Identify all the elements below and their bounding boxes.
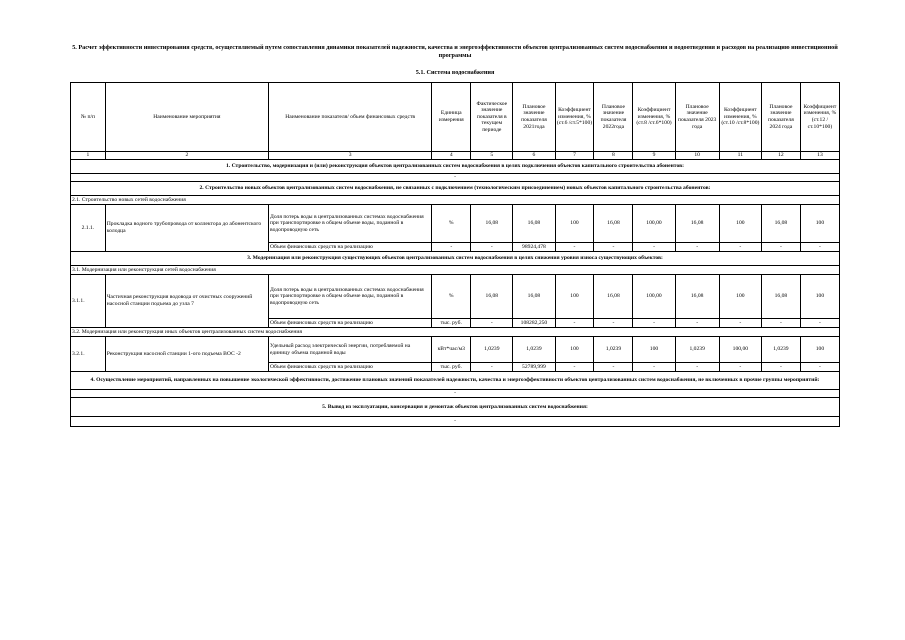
value-cell: - bbox=[633, 363, 675, 372]
empty-dash: - bbox=[71, 174, 840, 182]
indicator-name: Доля потерь воды в централизованных системах водоснабжения при транспортировке в общем объеме воды, поданной в водопроводную сеть bbox=[269, 275, 432, 319]
column-number: 12 bbox=[761, 152, 800, 160]
value-cell: - bbox=[719, 363, 761, 372]
document bbox=[70, 44, 840, 427]
value-cell: 16,08 bbox=[675, 205, 719, 243]
column-number: 6 bbox=[513, 152, 555, 160]
indicator-name: Удельный расход электрической энергии, потребляемой на единицу объема поданной воды bbox=[269, 337, 432, 363]
value-cell: 16,08 bbox=[761, 275, 800, 319]
value-cell: - bbox=[719, 319, 761, 328]
value-cell: - bbox=[594, 243, 633, 252]
section-heading: 1. Строительство, модернизация и (или) реконструкция объектов централизованных систем водоснабжения в целях подключения объектов капитального строительства абонентов: bbox=[71, 160, 840, 174]
column-number-row bbox=[71, 152, 840, 160]
value-cell: 98924,478 bbox=[513, 243, 555, 252]
value-cell: 1,0239 bbox=[761, 337, 800, 363]
value-cell: - bbox=[633, 243, 675, 252]
column-number: 5 bbox=[471, 152, 513, 160]
indicator-name: Объем финансовых средств на реализацию bbox=[269, 243, 432, 252]
section-1-empty-row bbox=[71, 174, 840, 182]
row-number: 3.2.1. bbox=[71, 337, 106, 372]
subsection-heading: 3.1. Модернизация или реконструкция сетей водоснабжения bbox=[71, 266, 840, 275]
value-cell: 16,08 bbox=[761, 205, 800, 243]
value-cell: 16,08 bbox=[675, 275, 719, 319]
value-cell: - bbox=[594, 363, 633, 372]
table-row bbox=[71, 205, 840, 243]
value-cell: - bbox=[555, 363, 594, 372]
value-cell: 108282,250 bbox=[513, 319, 555, 328]
section-3-row bbox=[71, 252, 840, 266]
value-cell: 16,08 bbox=[471, 275, 513, 319]
value-cell: - bbox=[471, 363, 513, 372]
column-number: 3 bbox=[269, 152, 432, 160]
empty-dash: - bbox=[71, 417, 840, 427]
unit: % bbox=[432, 205, 471, 243]
section-heading: 4. Осуществление мероприятий, направленных на повышение экологической эффективности, достижение плановых значений показателей надежности, качества и энергоэффективности объектов централизованных систем водоснабжения, не включенных в прочие группы мероприятий: bbox=[71, 372, 840, 390]
value-cell: 100,00 bbox=[633, 205, 675, 243]
value-cell: - bbox=[800, 243, 839, 252]
value-cell: 100 bbox=[719, 205, 761, 243]
document-subtitle: 5.1. Система водоснабжения bbox=[415, 69, 495, 76]
indicator-name: Доля потерь воды в централизованных системах водоснабжения при транспортировке в общем объеме воды, поданной в водопроводную сеть bbox=[269, 205, 432, 243]
header-cell: Коэффициент изменения, % (ст.10 /ст.8*100) bbox=[719, 83, 761, 152]
value-cell: 16,08 bbox=[471, 205, 513, 243]
section-5-empty-row bbox=[71, 417, 840, 427]
value-cell: 16,08 bbox=[513, 275, 555, 319]
value-cell: 16,08 bbox=[513, 205, 555, 243]
section-4-row bbox=[71, 372, 840, 390]
column-number: 2 bbox=[105, 152, 268, 160]
column-number: 13 bbox=[800, 152, 839, 160]
value-cell: 100 bbox=[800, 337, 839, 363]
header-cell: № п/п bbox=[71, 83, 106, 152]
header-cell: Единица измерения bbox=[432, 83, 471, 152]
value-cell: - bbox=[471, 243, 513, 252]
unit: тыс. руб. bbox=[432, 319, 471, 328]
unit: % bbox=[432, 275, 471, 319]
table-row bbox=[71, 275, 840, 319]
value-cell: 100 bbox=[555, 337, 594, 363]
value-cell: - bbox=[594, 319, 633, 328]
value-cell: 100 bbox=[719, 275, 761, 319]
value-cell: 100,00 bbox=[719, 337, 761, 363]
subsection-2-1-row bbox=[71, 196, 840, 205]
value-cell: - bbox=[675, 363, 719, 372]
value-cell: 100 bbox=[800, 205, 839, 243]
unit: тыс. руб. bbox=[432, 363, 471, 372]
value-cell: 100 bbox=[555, 205, 594, 243]
subsection-3-1-row bbox=[71, 266, 840, 275]
value-cell: - bbox=[633, 319, 675, 328]
header-cell: Коэффициент изменения, % (ст.8 /ст.6*100) bbox=[633, 83, 675, 152]
column-number: 9 bbox=[633, 152, 675, 160]
subsection-heading: 3.2. Модернизация или реконструкция иных объектов централизованных систем водоснабжения bbox=[71, 328, 840, 337]
value-cell: 52789,999 bbox=[513, 363, 555, 372]
section-4-empty-row bbox=[71, 390, 840, 398]
header-cell: Плановое значение показателя 2022года bbox=[594, 83, 633, 152]
value-cell: - bbox=[719, 243, 761, 252]
value-cell: - bbox=[471, 319, 513, 328]
header-cell: Коэффициент изменения, % (ст.12 /ст.10*100) bbox=[800, 83, 839, 152]
measure-name: Реконструкция насосной станции 1-ого подъема ВОС -2 bbox=[105, 337, 268, 372]
value-cell: 1,0239 bbox=[471, 337, 513, 363]
value-cell: 1,0239 bbox=[594, 337, 633, 363]
value-cell: - bbox=[761, 243, 800, 252]
document-title: 5. Расчет эффективности инвестирования средств, осуществляемый путем сопоставления динамики показателей надежности, качества и энергоэффективности объектов централизованных систем водоснабжения и водоотведения и расходов на реализацию инвестиционной программы bbox=[72, 44, 838, 59]
section-2-row bbox=[71, 182, 840, 196]
value-cell: - bbox=[675, 243, 719, 252]
value-cell: - bbox=[555, 319, 594, 328]
header-cell: Коэффициент изменения, % (ст.6 /ст.5*100) bbox=[555, 83, 594, 152]
value-cell: 16,08 bbox=[594, 275, 633, 319]
efficiency-table bbox=[70, 82, 840, 427]
value-cell: - bbox=[761, 319, 800, 328]
column-number: 10 bbox=[675, 152, 719, 160]
value-cell: 1,0239 bbox=[513, 337, 555, 363]
value-cell: - bbox=[800, 363, 839, 372]
unit: - bbox=[432, 243, 471, 252]
row-number: 2.1.1. bbox=[71, 205, 106, 252]
subsection-3-2-row bbox=[71, 328, 840, 337]
header-cell: Плановое значение показателя 2024 года bbox=[761, 83, 800, 152]
value-cell: 100 bbox=[633, 337, 675, 363]
section-1-row bbox=[71, 160, 840, 174]
value-cell: - bbox=[800, 319, 839, 328]
header-cell: Плановое значение показателя 2023 года bbox=[675, 83, 719, 152]
value-cell: - bbox=[675, 319, 719, 328]
value-cell: 100,00 bbox=[633, 275, 675, 319]
value-cell: 100 bbox=[800, 275, 839, 319]
column-number: 8 bbox=[594, 152, 633, 160]
column-number: 7 bbox=[555, 152, 594, 160]
section-heading: 5. Вывод из эксплуатации, консервация и демонтаж объектов централизованных систем водоснабжения: bbox=[71, 398, 840, 417]
table-row bbox=[71, 337, 840, 363]
value-cell: 100 bbox=[555, 275, 594, 319]
value-cell: 16,08 bbox=[594, 205, 633, 243]
row-number: 3.1.1. bbox=[71, 275, 106, 328]
value-cell: - bbox=[761, 363, 800, 372]
column-number: 11 bbox=[719, 152, 761, 160]
empty-dash: - bbox=[71, 390, 840, 398]
measure-name: Прокладка водного трубопровода от коллектора до абонентского колодца bbox=[105, 205, 268, 252]
section-heading: 3. Модернизация или реконструкция существующих объектов централизованных систем водоснабжения в целях снижения уровня износа существующих объектов: bbox=[71, 252, 840, 266]
header-row bbox=[71, 83, 840, 152]
header-cell: Плановое значение показателя 2021года bbox=[513, 83, 555, 152]
section-heading: 2. Строительство новых объектов централизованных систем водоснабжения, не связанных с подключением (технологическим присоединением) новых объектов капитального строительства абонентов: bbox=[71, 182, 840, 196]
value-cell: - bbox=[555, 243, 594, 252]
unit: кВт*час/м3 bbox=[432, 337, 471, 363]
column-number: 1 bbox=[71, 152, 106, 160]
header-cell: Наименование показателя/ объем финансовых средств bbox=[269, 83, 432, 152]
indicator-name: Объем финансовых средств на реализацию bbox=[269, 363, 432, 372]
indicator-name: Объем финансовых средств на реализацию bbox=[269, 319, 432, 328]
column-number: 4 bbox=[432, 152, 471, 160]
value-cell: 1,0239 bbox=[675, 337, 719, 363]
measure-name: Частичная реконструкция водовода от очистных сооружений насосной станции подъема до узла 7 bbox=[105, 275, 268, 328]
section-5-row bbox=[71, 398, 840, 417]
subsection-heading: 2.1. Строительство новых сетей водоснабжения bbox=[71, 196, 840, 205]
header-cell: Фактическое значение показателя в текущем периоде bbox=[471, 83, 513, 152]
header-cell: Наименование мероприятия bbox=[105, 83, 268, 152]
